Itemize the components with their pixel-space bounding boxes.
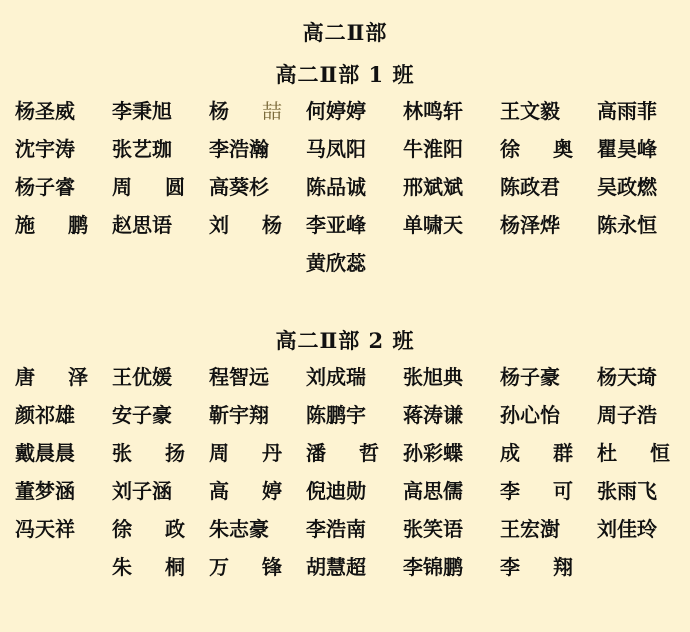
- student-name: [403, 244, 500, 282]
- student-name: 杨圣威: [15, 99, 75, 123]
- student-name: 杨泽烨: [500, 213, 560, 237]
- student-name: 王宏澍: [500, 517, 560, 541]
- student-name: 高雨菲: [597, 99, 657, 123]
- student-name: 周子浩: [597, 403, 657, 427]
- student-name: 李浩南: [306, 517, 366, 541]
- student-name: 靳宇翔: [209, 403, 269, 427]
- student-name: [597, 244, 690, 282]
- student-name: 徐 政: [112, 517, 185, 541]
- student-name: 刘成瑞: [306, 365, 366, 389]
- student-name: 邢斌斌: [403, 175, 463, 199]
- student-name: 李浩瀚: [209, 137, 269, 161]
- student-name: 成 群: [500, 441, 573, 465]
- student-name: 刘子涵: [112, 479, 172, 503]
- student-name: 陈品诚: [306, 175, 366, 199]
- student-name: 黄欣蕊: [306, 251, 366, 275]
- student-name: 徐 奥: [500, 137, 573, 161]
- student-name: [209, 244, 306, 282]
- student-name: 倪迪勋: [306, 479, 366, 503]
- student-name: 李亚峰: [306, 213, 366, 237]
- student-name: [15, 244, 112, 282]
- student-name: 朱志豪: [209, 517, 269, 541]
- student-name: 周 丹: [209, 441, 282, 465]
- student-name: 何婷婷: [306, 99, 366, 123]
- student-name: 牛淮阳: [403, 137, 463, 161]
- student-name: 瞿昊峰: [597, 137, 657, 161]
- student-name: 高葵杉: [209, 175, 269, 199]
- section-title-class-1: 高二Ⅱ部 1 班: [275, 62, 415, 87]
- student-name: 张雨飞: [597, 479, 657, 503]
- student-name: 李 翔: [500, 555, 573, 579]
- student-name: 王文毅: [500, 99, 560, 123]
- student-name: 朱 桐: [112, 555, 185, 579]
- student-name: 吴政燃: [597, 175, 657, 199]
- student-name: 杜 恒: [597, 441, 670, 465]
- student-name: 安子豪: [112, 403, 172, 427]
- student-name: 高思儒: [403, 479, 463, 503]
- student-name: 高 婷: [209, 479, 282, 503]
- student-name: 单啸天: [403, 213, 463, 237]
- student-name: [112, 244, 209, 282]
- student-name: 陈鹏宇: [306, 403, 366, 427]
- student-name: 赵思语: [112, 213, 172, 237]
- student-name: 杨子豪: [500, 365, 560, 389]
- student-name: 张笑语: [403, 517, 463, 541]
- student-name: 杨 喆: [209, 99, 282, 123]
- student-name: 李锦鹏: [403, 555, 463, 579]
- student-name: 冯天祥: [15, 517, 75, 541]
- student-name: 李秉旭: [112, 99, 172, 123]
- student-name: 陈政君: [500, 175, 560, 199]
- student-name: 陈永恒: [597, 213, 657, 237]
- student-name: 刘佳玲: [597, 517, 657, 541]
- student-name: 万 锋: [209, 555, 282, 579]
- class-1-name-grid: [15, 92, 690, 282]
- student-name: [500, 244, 597, 282]
- student-name: 张艺珈: [112, 137, 172, 161]
- class-2-name-grid: [15, 358, 690, 586]
- student-name: 沈宇涛: [15, 137, 75, 161]
- student-name: 马凤阳: [306, 137, 366, 161]
- student-name: 颜祁雄: [15, 403, 75, 427]
- student-name: 孙心怡: [500, 403, 560, 427]
- student-name: 张旭典: [403, 365, 463, 389]
- student-name: 王优媛: [112, 365, 172, 389]
- student-name: 张 扬: [112, 441, 185, 465]
- student-name: 戴晨晨: [15, 441, 75, 465]
- page-title: 高二Ⅱ部: [302, 20, 388, 45]
- student-name: 董梦涵: [15, 479, 75, 503]
- student-name: 周 圆: [112, 175, 185, 199]
- student-name: 李 可: [500, 479, 573, 503]
- student-name: 唐 泽: [15, 365, 88, 389]
- student-name: 胡慧超: [306, 555, 366, 579]
- student-name: 蒋涛谦: [403, 403, 463, 427]
- student-name: 程智远: [209, 365, 269, 389]
- student-name: 潘 哲: [306, 441, 379, 465]
- student-name: 杨子睿: [15, 175, 75, 199]
- student-name: 刘 杨: [209, 213, 282, 237]
- student-name: 杨天琦: [597, 365, 657, 389]
- student-name: [15, 548, 112, 586]
- student-name: [597, 548, 690, 586]
- section-title-class-2: 高二Ⅱ部 2 班: [275, 328, 415, 353]
- student-name: 施 鹏: [15, 213, 88, 237]
- student-name: 孙彩蝶: [403, 441, 463, 465]
- student-name: 林鸣轩: [403, 99, 463, 123]
